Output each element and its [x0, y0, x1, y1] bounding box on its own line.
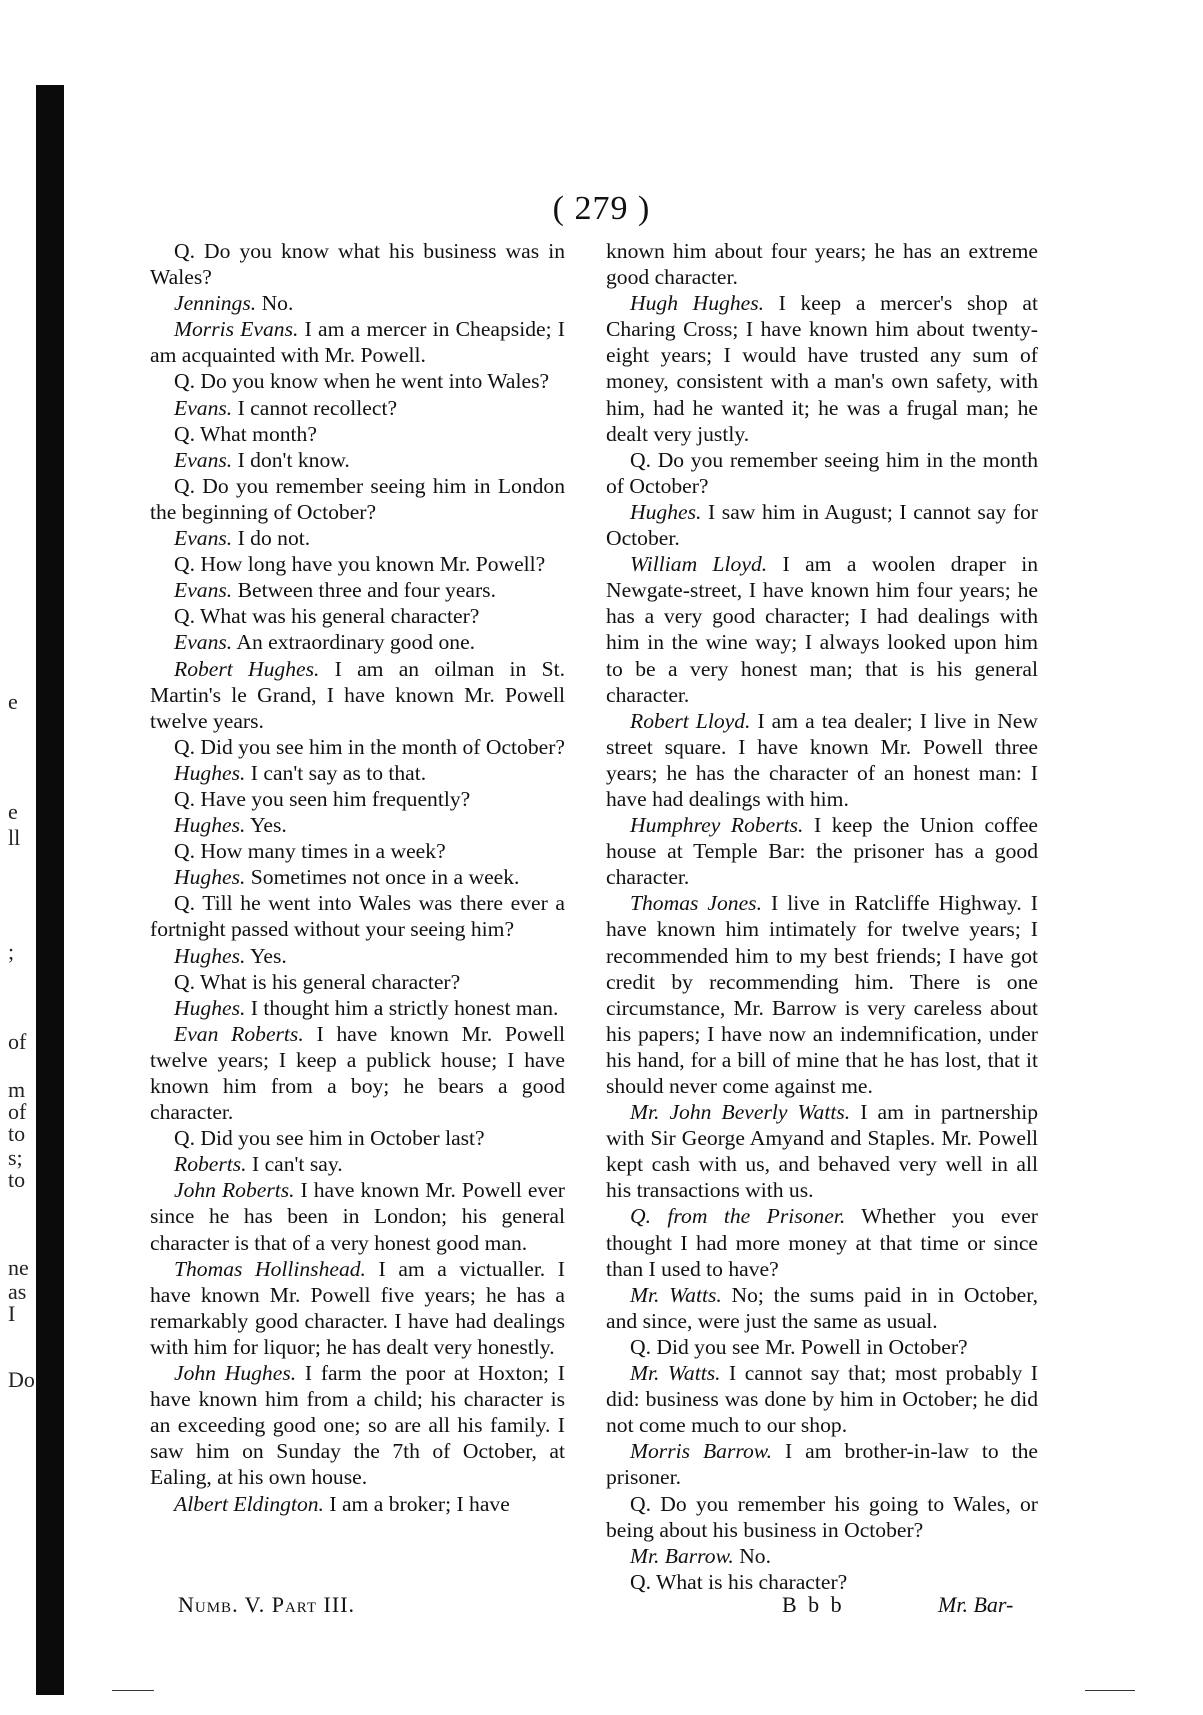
speaker-name: Humphrey Roberts. [630, 813, 804, 838]
testimony-text: I cannot recollect? [237, 395, 398, 420]
testimony-text: I have known Mr. Powell ever since he has been in London; his general character is that of a very honest good man. [150, 1178, 565, 1255]
testimony-text: I can't say as to that. [250, 760, 427, 785]
page-edge-mark-left [112, 1690, 154, 1691]
speaker-name: Albert Eldington. [174, 1491, 324, 1516]
testimony-text: Q. What is his general character? [174, 969, 461, 994]
speaker-name: Morris Evans. [174, 317, 299, 342]
testimony-paragraph [150, 525, 565, 551]
testimony-paragraph [606, 812, 1038, 890]
speaker-name: Hughes. [630, 499, 702, 524]
speaker-name: Robert Lloyd. [630, 708, 751, 733]
speaker-name: John Roberts. [174, 1178, 295, 1203]
testimony-paragraph [150, 656, 565, 734]
speaker-name: Mr. John Beverly Watts. [630, 1100, 851, 1125]
testimony-text: I keep a mercer's shop at Charing Cross; I have known him about twenty-eight years; I would have trusted any sum of money, consistent with a man's own safety, with him, had he wanted it; he was a frugal man; he dealt very justly. [606, 291, 1038, 446]
testimony-paragraph [150, 1151, 565, 1177]
testimony-paragraph [606, 1334, 1038, 1360]
testimony-paragraph [606, 1282, 1038, 1334]
page-edge-mark-right [1085, 1690, 1135, 1691]
testimony-paragraph [150, 786, 565, 812]
margin-fragment: of [8, 1099, 27, 1124]
margin-fragment: s; [8, 1145, 23, 1170]
testimony-paragraph [150, 577, 565, 603]
testimony-text: Sometimes not once in a week. [250, 865, 520, 890]
speaker-name: Evan Roberts. [174, 1021, 304, 1046]
testimony-paragraph [150, 812, 565, 838]
speaker-name: Q. from the Prisoner. [630, 1204, 846, 1229]
testimony-text: I am brother-in-law to the prisoner. [606, 1439, 1038, 1490]
testimony-paragraph [606, 238, 1038, 290]
testimony-paragraph [606, 1099, 1038, 1203]
speaker-name: Hughes. [174, 943, 246, 968]
testimony-text: Q. Have you seen him frequently? [174, 786, 471, 811]
speaker-name: Mr. Watts. [630, 1361, 721, 1386]
testimony-text: No; the sums paid in in October, and since, were just the same as usual. [606, 1282, 1038, 1333]
testimony-text: Q. Till he went into Wales was there ever a fortnight passed without your seeing him? [150, 891, 565, 942]
testimony-text: I am in partnership with Sir George Amyand and Staples. Mr. Powell kept cash with us, and behaved very well in all his transactions with us. [606, 1100, 1038, 1203]
binding-edge-shadow [36, 85, 64, 1695]
margin-fragment: e [8, 799, 18, 824]
testimony-paragraph [150, 473, 565, 525]
testimony-text: I keep the Union coffee house at Temple Bar: the prisoner has a good character. [606, 813, 1038, 890]
facing-page-margin-fragments [8, 0, 38, 1715]
testimony-paragraph [150, 838, 565, 864]
testimony-paragraph [606, 708, 1038, 812]
speaker-name: Hughes. [174, 813, 246, 838]
testimony-paragraph [150, 395, 565, 421]
catchword: Mr. Bar- [938, 1592, 1014, 1617]
testimony-text: I am an oilman in St. Martin's le Grand, I have known Mr. Powell twelve years. [150, 656, 565, 733]
right-text-column [606, 238, 1038, 1595]
page-number: ( 279 ) [552, 190, 651, 227]
testimony-paragraph [150, 1491, 565, 1517]
testimony-text: Q. What month? [174, 421, 317, 446]
testimony-paragraph [150, 447, 565, 473]
testimony-text: I am a victualler. I have known Mr. Powell five years; he has a remarkably good character. I have had dealings with him for liquor; he has dealt very honestly. [150, 1256, 565, 1359]
testimony-paragraph [150, 316, 565, 368]
testimony-paragraph [150, 943, 565, 969]
testimony-text: Q. Do you remember seeing him in the month of October? [606, 447, 1038, 498]
signature-mark: B b b [782, 1592, 845, 1617]
testimony-text: Q. What was his general character? [174, 604, 480, 629]
testimony-text: Q. How many times in a week? [174, 839, 446, 864]
speaker-name: William Lloyd. [630, 552, 768, 577]
testimony-paragraph [606, 1491, 1038, 1543]
speaker-name: Jennings. [174, 291, 257, 316]
testimony-paragraph [150, 995, 565, 1021]
testimony-text: Yes. [249, 943, 287, 968]
testimony-paragraph [606, 1203, 1038, 1281]
margin-fragment: I [8, 1301, 16, 1326]
speaker-name: Hughes. [174, 760, 246, 785]
margin-fragment: Do [8, 1367, 35, 1392]
testimony-text: I am a woolen draper in Newgate-street, I have known him four years; he has a very good character; I had dealings with him in the wine way; I always looked upon him to be a very honest man; that is his general character. [606, 552, 1038, 707]
testimony-paragraph [606, 1543, 1038, 1569]
testimony-paragraph [150, 1125, 565, 1151]
testimony-paragraph [150, 1360, 565, 1490]
testimony-paragraph [150, 734, 565, 760]
margin-fragment: ne [8, 1255, 29, 1280]
testimony-paragraph [606, 1360, 1038, 1438]
margin-fragment: of [8, 1029, 27, 1054]
testimony-text: I am a broker; I have [329, 1491, 510, 1516]
testimony-text: Between three and four years. [237, 578, 496, 603]
testimony-paragraph [150, 1021, 565, 1125]
speaker-name: Evans. [174, 578, 233, 603]
testimony-text: I saw him in August; I cannot say for October. [606, 499, 1038, 551]
speaker-name: Evans. [174, 447, 233, 472]
margin-fragment: m [8, 1077, 26, 1102]
testimony-text: Whether you ever thought I had more money at that time or since than I used to have? [606, 1204, 1038, 1281]
margin-fragment: to [8, 1121, 26, 1146]
testimony-paragraph [606, 1438, 1038, 1490]
testimony-text: Q. What is his character? [630, 1569, 848, 1594]
testimony-text: Q. Do you know what his business was in Wales? [150, 239, 565, 290]
testimony-text: Q. Do you remember his going to Wales, or being about his business in October? [606, 1491, 1038, 1542]
testimony-text: I don't know. [237, 447, 350, 472]
testimony-text: An extraordinary good one. [236, 630, 476, 655]
testimony-text: Q. Did you see Mr. Powell in October? [630, 1334, 968, 1359]
testimony-text: I farm the poor at Hoxton; I have known him from a child; his character is an exceeding good one; so are all his family. I saw him on Sunday the 7th of October, at Ealing, at his own house. [150, 1361, 565, 1490]
testimony-paragraph [150, 864, 565, 890]
testimony-paragraph [150, 603, 565, 629]
speaker-name: Evans. [174, 630, 233, 655]
testimony-text: Q. Do you remember seeing him in London the beginning of October? [150, 473, 565, 524]
testimony-text: I live in Ratcliffe Highway. I have known him intimately for twelve years; I recommended him to my best friends; I have got credit by recommending him. There is one circumstance, Mr. Barrow is very careless about his papers; I have now an indemnification, under his hand, for a bill of mine that he has lost, that it should never come against me. [606, 891, 1038, 1098]
speaker-name: Mr. Watts. [630, 1282, 722, 1307]
testimony-text: Q. Did you see him in the month of October? [174, 734, 566, 759]
speaker-name: Hughes. [174, 995, 246, 1020]
testimony-paragraph [150, 969, 565, 995]
testimony-text: Q. Did you see him in October last? [174, 1126, 485, 1151]
testimony-text: I thought him a strictly honest man. [250, 995, 559, 1020]
testimony-paragraph [150, 629, 565, 655]
margin-fragment: ; [8, 939, 15, 964]
part-footer: Numb. V. Part III. [178, 1592, 356, 1617]
margin-fragment: to [8, 1167, 26, 1192]
testimony-paragraph [150, 890, 565, 942]
testimony-text: known him about four years; he has an extreme good character. [606, 239, 1038, 290]
testimony-paragraph [606, 1569, 1038, 1595]
testimony-text: I am a mercer in Cheapside; I am acquainted with Mr. Powell. [150, 317, 565, 368]
speaker-name: Morris Barrow. [630, 1439, 772, 1464]
testimony-paragraph [606, 551, 1038, 708]
testimony-text: No. [739, 1543, 771, 1568]
testimony-paragraph [150, 551, 565, 577]
speaker-name: Evans. [174, 526, 233, 551]
testimony-paragraph [150, 1177, 565, 1255]
testimony-text: I have known Mr. Powell twelve years; I keep a publick house; I have known him from a boy; he bears a good character. [150, 1021, 565, 1125]
left-text-column [150, 238, 565, 1517]
speaker-name: Thomas Hollinshead. [174, 1256, 366, 1281]
margin-fragment: as [8, 1279, 27, 1304]
speaker-name: Evans. [174, 395, 233, 420]
margin-fragment: ll [8, 825, 21, 850]
testimony-paragraph [606, 447, 1038, 499]
testimony-paragraph [606, 890, 1038, 1099]
testimony-text: Q. How long have you known Mr. Powell? [174, 552, 546, 577]
speaker-name: Hugh Hughes. [630, 291, 764, 316]
testimony-text: Q. Do you know when he went into Wales? [174, 369, 550, 394]
testimony-text: No. [261, 291, 294, 316]
speaker-name: Thomas Jones. [630, 891, 762, 916]
testimony-paragraph [150, 290, 565, 316]
testimony-paragraph [150, 368, 565, 394]
speaker-name: Hughes. [174, 865, 246, 890]
testimony-text: Yes. [249, 813, 287, 838]
testimony-text: I am a tea dealer; I live in New street square. I have known Mr. Powell three years; he has the character of an honest man: I have had dealings with him. [606, 708, 1038, 811]
speaker-name: Roberts. [174, 1152, 247, 1177]
testimony-paragraph [606, 290, 1038, 447]
testimony-paragraph [150, 1256, 565, 1360]
speaker-name: Mr. Barrow. [630, 1543, 734, 1568]
testimony-text: I cannot say that; most probably I did: business was done by him in October; he did not come much to our shop. [606, 1361, 1038, 1438]
testimony-paragraph [150, 760, 565, 786]
speaker-name: Robert Hughes. [174, 656, 320, 681]
testimony-paragraph [150, 238, 565, 290]
margin-fragment: e [8, 689, 18, 714]
testimony-text: I do not. [237, 526, 311, 551]
testimony-text: I can't say. [251, 1152, 343, 1177]
testimony-paragraph [150, 421, 565, 447]
testimony-paragraph [606, 499, 1038, 551]
speaker-name: John Hughes. [174, 1361, 297, 1386]
